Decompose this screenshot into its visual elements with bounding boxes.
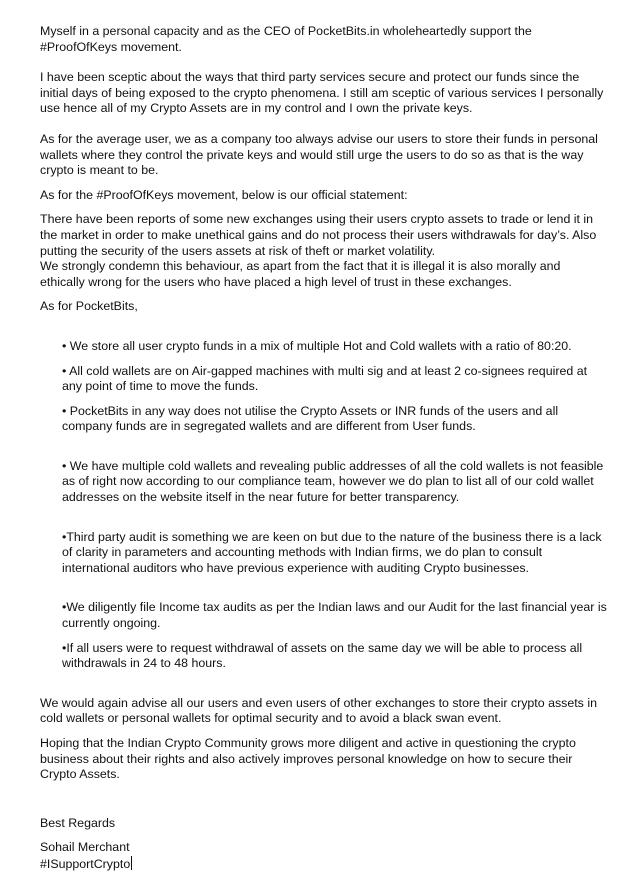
policy-bullet-list — [40, 339, 608, 672]
condemn-paragraph: We strongly condemn this behaviour, as apart from the fact that it is illegal it is also morally and ethically wrong for the users who have placed a high level of trust in these exchanges. — [40, 259, 561, 289]
regards-text: Best Regards — [40, 815, 116, 830]
community-paragraph: Hoping that the Indian Crypto Community grows more diligent and active in questioning the crypto business about their rights and also actively improves personal knowledge on how to secure their Crypto Assets. — [40, 736, 576, 782]
list-item: • We have multiple cold wallets and revealing public addresses of all the cold wallets is not feasible as of right now according to our compliance team, however we do plan to list all of our cold wallet addresses on the website itself in the near future for better transparency. — [62, 458, 604, 505]
sceptic-paragraph: I have been sceptic about the ways that third party services secure and protect our funds since the initial days of being exposed to the crypto phenomena. I still am sceptic of various services I personally use hence all of my Crypto Assets are in my control and I own the private keys. — [40, 70, 604, 116]
list-item: •If all users were to request withdrawal of assets on the same day we will be able to process all withdrawals in 24 to 48 hours. — [62, 640, 583, 671]
signature-hashtag: #ISupportCrypto — [40, 856, 131, 871]
list-item: • PocketBits in any way does not utilise the Crypto Assets or INR funds of the users and all company funds are in segregated wallets and are different from User funds. — [62, 403, 559, 434]
reports-paragraph: There have been reports of some new exchanges using their users crypto assets to trade or lend it in the market in order to make unethical gains and do not process their users withdrawals for day’s. Also putting the security of the users assets at risk of theft or market volatility. — [40, 212, 597, 258]
average-user-paragraph: As for the average user, we as a company too always advise our users to store their funds in personal wallets where they control the private keys and would still urge the users to do so as that is the way crypto is meant to be. — [40, 131, 598, 178]
text-cursor — [131, 856, 132, 870]
intro-paragraph: Myself in a personal capacity and as the CEO of PocketBits.in wholeheartedly support the #ProofOfKeys movement. — [40, 24, 532, 54]
list-item: •We diligently file Income tax audits as per the Indian laws and our Audit for the last financial year is currently ongoing. — [62, 600, 607, 631]
list-item: • All cold wallets are on Air-gapped machines with multi sig and at least 2 co-signees required at any point of time to move the funds. — [62, 363, 588, 394]
advice-paragraph: We would again advise all our users and even users of other exchanges to store their crypto assets in cold wallets or personal wallets for optimal security and to avoid a black swan event. — [40, 695, 597, 726]
list-item: •Third party audit is something we are keen on but due to the nature of the business there is a lack of clarity in parameters and accounting methods with Indian firms, we do plan to consult international auditors who have previous experience with auditing Crypto businesses. — [62, 529, 602, 575]
list-item: • We store all user crypto funds in a mix of multiple Hot and Cold wallets with a ratio of 80:20. — [62, 338, 572, 353]
proof-of-keys-heading: As for the #ProofOfKeys movement, below is our official statement: — [40, 187, 408, 202]
signature-name: Sohail Merchant — [40, 840, 130, 855]
statement-document — [40, 24, 608, 873]
signature-hashtag-line — [40, 856, 608, 873]
pocketbits-heading: As for PocketBits, — [40, 299, 138, 314]
